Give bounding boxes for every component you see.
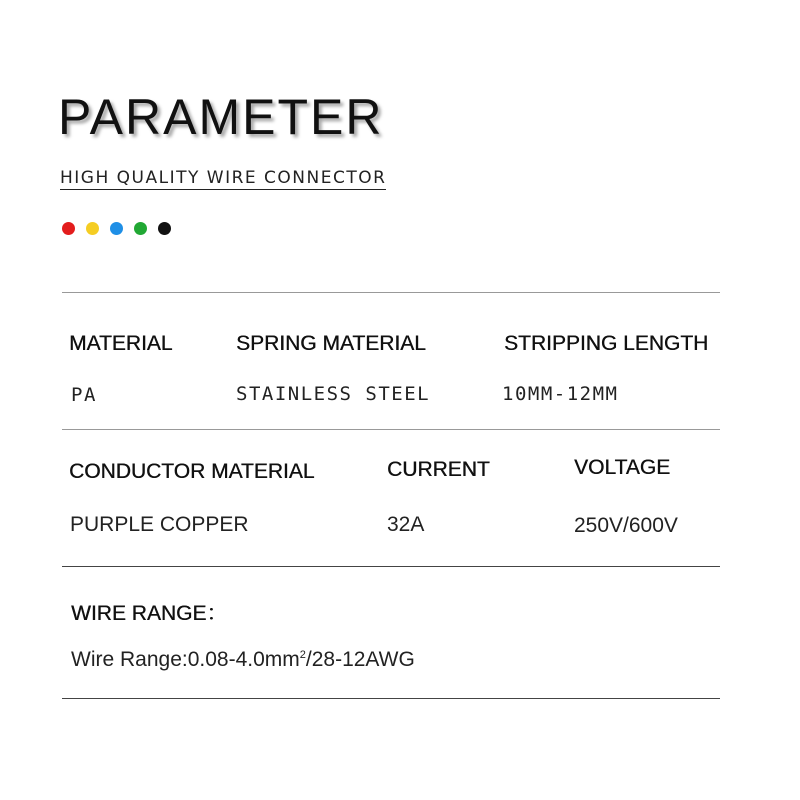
wire-range-value xyxy=(71,648,415,672)
wire-range-superscript: 2 xyxy=(299,649,306,661)
current-value: 32A xyxy=(387,513,425,536)
wire-range-prefix: Wire Range:0.08-4.0mm xyxy=(71,648,300,671)
divider-bottom xyxy=(62,698,720,699)
divider-row2 xyxy=(62,566,720,567)
page-title: PARAMETER xyxy=(58,89,384,145)
voltage-label: VOLTAGE xyxy=(574,456,671,479)
spring-material-label: SPRING MATERIAL xyxy=(236,332,426,355)
voltage-value: 250V/600V xyxy=(574,514,678,537)
page-subtitle: HIGH QUALITY WIRE CONNECTOR xyxy=(60,168,387,188)
conductor-material-value: PURPLE COPPER xyxy=(70,513,249,536)
spring-material-value: STAINLESS STEEL xyxy=(236,383,431,405)
current-label: CURRENT xyxy=(387,458,490,481)
black-dot xyxy=(158,222,171,235)
green-dot xyxy=(134,222,147,235)
material-value: PA xyxy=(71,384,97,406)
blue-dot xyxy=(110,222,123,235)
divider-row1 xyxy=(62,429,720,430)
conductor-material-label: CONDUCTOR MATERIAL xyxy=(69,460,315,483)
wire-range-label: WIRE RANGE： xyxy=(71,602,228,625)
yellow-dot xyxy=(86,222,99,235)
red-dot xyxy=(62,222,75,235)
material-label: MATERIAL xyxy=(69,332,173,355)
divider-top xyxy=(62,292,720,293)
color-dots xyxy=(62,222,171,235)
stripping-length-label: STRIPPING LENGTH xyxy=(504,332,709,355)
wire-range-suffix: /28-12AWG xyxy=(305,648,415,671)
stripping-length-value: 10MM-12MM xyxy=(502,383,619,405)
